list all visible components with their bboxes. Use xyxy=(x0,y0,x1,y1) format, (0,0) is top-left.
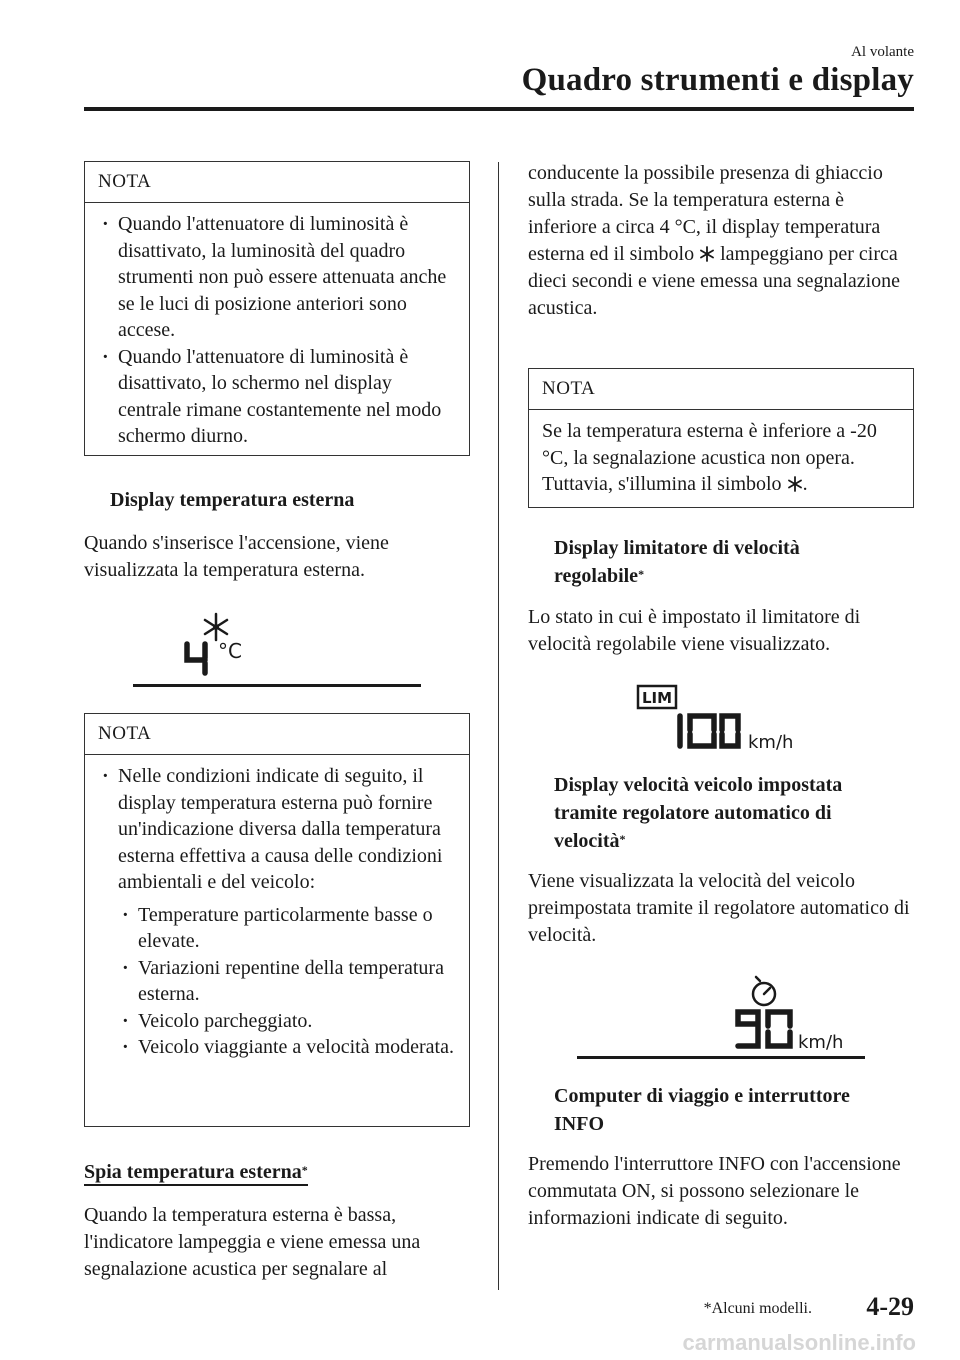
temp-digit xyxy=(187,644,205,673)
heading-info: Computer di viaggio e interruttore INFO xyxy=(554,1085,850,1135)
asterisk: * xyxy=(301,1163,308,1177)
asterisk: * xyxy=(638,567,645,581)
nota-item: · Nelle condizioni indicate di seguito, il display temperatura esterna può fornire un'indicazione diversa dalla temperatura esterna effettiva a causa delle condizioni ambientali e del veicolo: xyxy=(98,763,457,896)
chapter-title: Quadro strumenti e display xyxy=(521,62,914,98)
nota-title: NOTA xyxy=(85,714,469,755)
temp-unit: °C xyxy=(218,639,242,663)
footnote: *Alcuni modelli. xyxy=(703,1300,812,1317)
nota-title: NOTA xyxy=(85,162,469,203)
figure-rule xyxy=(577,1056,865,1059)
nota-text-end: . xyxy=(802,473,808,495)
speed-unit: km/h xyxy=(798,1032,844,1053)
speed-digits xyxy=(680,716,738,746)
lim-badge-label: LIM xyxy=(641,689,673,707)
nota-box-1 xyxy=(84,161,470,456)
nota-text: Se la temperatura esterna è inferiore a -20 °C, la segnalazione acustica non opera. Tuttavia, s'illumina il simbolo xyxy=(542,420,877,495)
paragraph-cruise: Viene visualizzata la velocità del veicolo preimpostata tramite il regolatore automatico di velocità. xyxy=(528,870,910,946)
snowflake-icon xyxy=(205,614,227,640)
speed-unit: km/h xyxy=(748,732,794,753)
nota-subitem: · Veicolo viaggiante a velocità moderata. xyxy=(118,1034,457,1061)
figure-rule xyxy=(133,684,421,687)
page-number: 4-29 xyxy=(866,1292,914,1321)
nota-box-3 xyxy=(528,368,914,508)
paragraph-limiter: Lo stato in cui è impostato il limitatore di velocità regolabile viene visualizzato. xyxy=(528,606,861,655)
nota-box-2 xyxy=(84,713,470,1127)
paragraph-info: Premendo l'interruttore INFO con l'accensione commutata ON, si possono selezionare le informazioni indicate di seguito. xyxy=(528,1153,901,1229)
nota-subitem: · Temperature particolarmente basse o elevate. xyxy=(118,902,457,955)
continuation-line-2a: Se la temperatura esterna è inferiore a circa 4 °C, il display temperatura esterna ed il simbolo xyxy=(528,189,881,265)
paragraph-outside-temp: Quando s'inserisce l'accensione, viene visualizzata la temperatura esterna. xyxy=(84,532,389,581)
figure-cruise xyxy=(734,974,864,1054)
asterisk: * xyxy=(619,832,626,846)
continuation-line-1: conducente la possibile presenza di ghiaccio sulla strada. xyxy=(528,162,883,211)
heading-cruise-text: Display velocità veicolo impostata tramite regolatore automatico di velocità xyxy=(554,774,843,852)
snowflake-icon xyxy=(787,476,803,492)
figure-limiter xyxy=(636,684,816,756)
continuation-line-2b: lampeggiano per circa dieci secondi e viene emessa una segnalazione acustica. xyxy=(528,243,901,319)
paragraph-warning: Quando la temperatura esterna è bassa, l'indicatore lampeggia e viene emessa una segnalazione acustica per segnalare al xyxy=(84,1204,421,1280)
cruise-control-icon xyxy=(753,977,775,1005)
paragraph-continuation xyxy=(528,160,914,322)
nota-subitem: · Veicolo parcheggiato. xyxy=(118,1008,457,1035)
heading-outside-temp: Display temperatura esterna xyxy=(110,489,355,511)
heading-warning xyxy=(84,1158,308,1186)
snowflake-icon xyxy=(699,246,715,262)
nota-subitem: · Variazioni repentine della temperatura esterna. xyxy=(118,955,457,1008)
speed-digits xyxy=(738,1012,790,1046)
nota-item: · Quando l'attenuatore di luminosità è disattivato, la luminosità del quadro strumenti non può essere attenuata anche se le luci di posizione anteriori sono accese. xyxy=(98,211,457,344)
nota-item: · Quando l'attenuatore di luminosità è disattivato, lo schermo nel display centrale rimane costantemente nel modo schermo diurno. xyxy=(98,344,457,450)
heading-cruise xyxy=(554,771,899,855)
heading-limiter xyxy=(554,534,894,590)
header-rule xyxy=(84,107,914,111)
column-divider xyxy=(498,162,499,1290)
heading-warning-text: Spia temperatura esterna xyxy=(84,1161,302,1183)
watermark: carmanualsonline.info xyxy=(682,1330,916,1355)
figure-outside-temp xyxy=(175,608,255,678)
nota-title: NOTA xyxy=(529,369,913,410)
section-label: Al volante xyxy=(851,44,914,60)
heading-limiter-text: Display limitatore di velocità regolabile xyxy=(554,537,800,587)
